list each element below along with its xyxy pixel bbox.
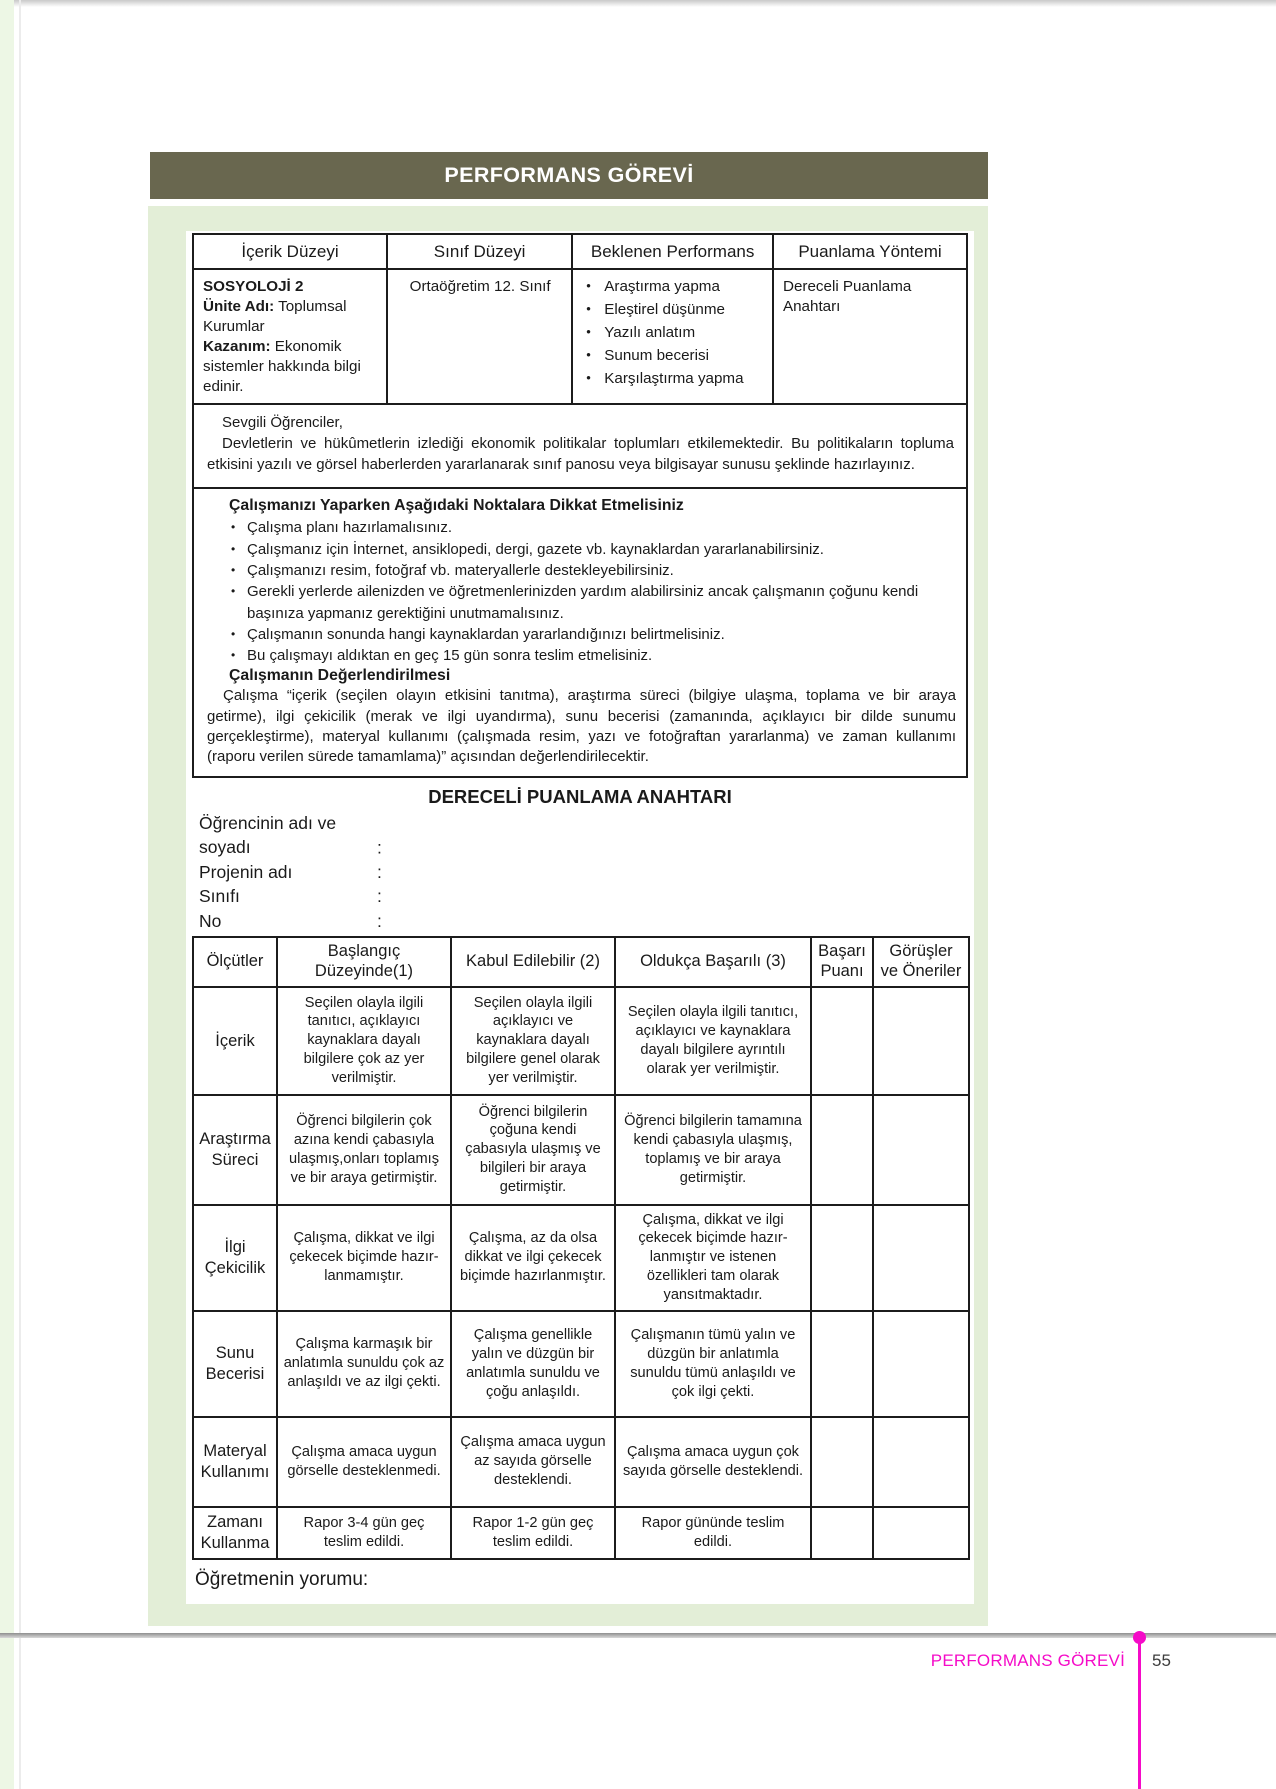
guideline-item: • Bu çalışmayı aldıktan en geç 15 gün sonra teslim etmelisiniz. — [207, 645, 956, 666]
rubric-row-sunu-becerisi — [193, 1311, 969, 1417]
bullet-icon: • — [586, 301, 591, 317]
col-header-sinif-duzeyi: Sınıf Düzeyi — [387, 235, 572, 269]
criterion-cell: Materyal Kullanımı — [193, 1417, 277, 1507]
number-field: No : — [199, 910, 382, 931]
evaluation-title: Çalışmanın Değerlendirilmesi — [229, 667, 451, 685]
scoring-method-cell: Dereceli Puanlama Anahtarı — [773, 269, 966, 403]
guideline-item: • Çalışma planı hazırlamalısınız. — [207, 517, 956, 538]
level2-cell: Çalışma, az da olsa dikkat ve ilgi çekecek biçimde hazırlanmıştır. — [451, 1205, 615, 1311]
colon: : — [377, 886, 382, 907]
rubric-row-icerik — [193, 987, 969, 1095]
col-header-beklenen-performans: Beklenen Performans — [572, 235, 773, 269]
bullet-icon: • — [231, 626, 236, 641]
project-name-field: Projenin adı : — [199, 861, 382, 882]
grade-level-cell: Ortaöğretim 12. Sınıf — [387, 269, 572, 403]
guidelines-title: Çalışmanızı Yaparken Aşağıdaki Noktalara Dikkat Etmelisiniz — [229, 497, 684, 515]
comments-cell — [873, 1311, 969, 1417]
outcome-line: Kazanım: Ekonomik sistemler hakkında bilgi edinir. — [203, 338, 361, 396]
comments-cell — [873, 987, 969, 1095]
left-edge-line — [19, 0, 21, 1789]
rubric-row-ilgi-cekicilik — [193, 1205, 969, 1311]
rubric-title: DERECELİ PUANLAMA ANAHTARI — [428, 785, 732, 807]
level1-cell: Çalışma karmaşık bir anlatımla sunuldu çok az anlaşıldı ve az ilgi çekti. — [277, 1311, 451, 1417]
score-cell — [811, 1205, 873, 1311]
footer-section-label: PERFORMANS GÖREVİ — [930, 1651, 1125, 1670]
teacher-comment-label: Öğretmenin yorumu: — [195, 1568, 369, 1590]
rubric-header-row — [193, 937, 969, 987]
level1-cell: Öğrenci bilgilerin çok azına kendi çabasıyla ulaşmış,onları toplamış ve bir araya getirmiştir. — [277, 1095, 451, 1205]
footer-accent-dot — [1133, 1631, 1146, 1644]
criterion-cell: Sunu Becerisi — [193, 1311, 277, 1417]
page-bottom-shadow — [0, 1633, 1276, 1638]
criterion-cell: İlgi Çekicilik — [193, 1205, 277, 1311]
criterion-cell: İçerik — [193, 987, 277, 1095]
info-table-header-row — [194, 235, 966, 269]
score-cell — [811, 1311, 873, 1417]
rubric-row-arastirma-sureci — [193, 1095, 969, 1205]
level3-cell: Seçilen olayla ilgili tanıtıcı, açıklayıcı ve kaynaklara dayalı bilgilere ayrıntılı olarak yer verilmiştir. — [615, 987, 811, 1095]
level1-cell: Çalışma, dikkat ve ilgi çekecek biçimde hazır-lanmamıştır. — [277, 1205, 451, 1311]
level3-cell: Çalışmanın tümü yalın ve düzgün bir anlatımla sunuldu tümü anlaşıldı ve çok ilgi çekti. — [615, 1311, 811, 1417]
level3-cell: Çalışma amaca uygun çok sayıda görselle desteklendi. — [615, 1417, 811, 1507]
performance-item: • Araştırma yapma — [582, 277, 764, 297]
col-header-gorusler: Görüşler ve Öneriler — [873, 937, 969, 987]
bullet-icon: • — [586, 324, 591, 340]
level3-cell: Rapor gününde teslim edildi. — [615, 1507, 811, 1559]
level2-cell: Seçilen olayla ilgili açıklayıcı ve kaynaklara dayalı bilgilere genel olarak yer verilmiştir. — [451, 987, 615, 1095]
performance-item: • Sunum becerisi — [582, 346, 764, 366]
col-header-icerik-duzeyi: İçerik Düzeyi — [194, 235, 387, 269]
colon: : — [377, 837, 382, 858]
comments-cell — [873, 1507, 969, 1559]
level2-cell: Çalışma amaca uygun az sayıda görselle desteklendi. — [451, 1417, 615, 1507]
col-header-olcutler: Ölçütler — [193, 937, 277, 987]
criterion-cell: Zamanı Kullanma — [193, 1507, 277, 1559]
bullet-icon: • — [231, 541, 236, 556]
page-number: 55 — [1152, 1651, 1171, 1670]
performance-item: • Karşılaştırma yapma — [582, 369, 764, 389]
level1-cell: Rapor 3-4 gün geç teslim edildi. — [277, 1507, 451, 1559]
bullet-icon: • — [231, 562, 236, 577]
subject-title: SOSYOLOJİ 2 — [203, 278, 304, 295]
score-cell — [811, 1417, 873, 1507]
score-cell — [811, 1095, 873, 1205]
guideline-item: • Çalışmanız için İnternet, ansiklopedi, dergi, gazete vb. kaynaklardan yararlanabilirsiniz. — [207, 539, 956, 560]
level2-cell: Öğrenci bilgilerin çoğuna kendi çabasıyla ulaşmış ve bilgileri bir araya getirmiştir. — [451, 1095, 615, 1205]
class-field: Sınıfı : — [199, 886, 382, 907]
level2-cell: Çalışma genellikle yalın ve düzgün bir anlatımla sunuldu ve çoğu anlaşıldı. — [451, 1311, 615, 1417]
bullet-icon: • — [586, 370, 591, 386]
rubric-table — [192, 936, 970, 1560]
page-top-shadow — [0, 0, 1276, 7]
info-table-content-row — [194, 269, 966, 403]
worksheet — [186, 231, 974, 1604]
level3-cell: Öğrenci bilgilerin tamamına kendi çabasıyla ulaşmış, toplamış ve bir araya getirmiştir. — [615, 1095, 811, 1205]
comments-cell — [873, 1417, 969, 1507]
bullet-icon: • — [231, 648, 236, 663]
col-header-puanlama-yontemi: Puanlama Yöntemi — [773, 235, 966, 269]
bullet-icon: • — [231, 520, 236, 535]
criterion-cell: Araştırma Süreci — [193, 1095, 277, 1205]
col-header-kabul-edilebilir: Kabul Edilebilir (2) — [451, 937, 615, 987]
bullet-icon: • — [231, 584, 236, 599]
col-header-oldukca-basarili: Oldukça Başarılı (3) — [615, 937, 811, 987]
colon: : — [377, 910, 382, 931]
bullet-icon: • — [586, 278, 591, 293]
col-header-basari-puani: Başarı Puanı — [811, 937, 873, 987]
student-info-fields — [192, 811, 968, 934]
guidelines-box — [194, 487, 966, 775]
rubric-row-zamani-kullanma — [193, 1507, 969, 1559]
colon: : — [377, 861, 382, 882]
score-cell — [811, 1507, 873, 1559]
student-letter-box — [194, 403, 966, 487]
footer-accent-rule — [1138, 1636, 1141, 1789]
left-green-edge-strip — [0, 0, 14, 1789]
score-cell — [811, 987, 873, 1095]
unit-line: Ünite Adı: Toplumsal Kurumlar — [203, 298, 347, 336]
rubric-row-materyal-kullanimi — [193, 1417, 969, 1507]
bullet-icon: • — [586, 347, 591, 363]
guideline-item: • Gerekli yerlerde ailenizden ve öğretmenlerinizden yardım alabilirsiniz ancak çalışmanın çoğunu kendi başınıza yapmanız gerektiğini unutmamalısınız. — [207, 581, 956, 624]
performance-task-title-bar — [150, 152, 988, 199]
content-level-cell — [194, 269, 387, 403]
student-name-field: Öğrencinin adı ve soyadı : — [199, 812, 382, 858]
guideline-item: • Çalışmanızı resim, fotoğraf vb. materyallerle destekleyebilirsiniz. — [207, 560, 956, 581]
comments-cell — [873, 1205, 969, 1311]
level1-cell: Çalışma amaca uygun görselle desteklenmedi. — [277, 1417, 451, 1507]
guideline-item: • Çalışmanın sonunda hangi kaynaklardan yararlandığınızı belirtmelisiniz. — [207, 624, 956, 645]
green-panel — [148, 206, 988, 1626]
level3-cell: Çalışma, dikkat ve ilgi çekecek biçimde hazır-lanmıştır ve istenen özellikleri tam olarak yansıtmaktadır. — [615, 1205, 811, 1311]
page-title: PERFORMANS GÖREVİ — [444, 163, 694, 187]
info-table — [194, 235, 966, 403]
comments-cell — [873, 1095, 969, 1205]
col-header-baslangic: Başlangıç Düzeyinde(1) — [277, 937, 451, 987]
level1-cell: Seçilen olayla ilgili tanıtıcı, açıklayıcı kaynaklara dayalı bilgilere çok az yer verilmiştir. — [277, 987, 451, 1095]
task-info-box — [192, 233, 968, 778]
performance-item: • Yazılı anlatım — [582, 323, 764, 343]
letter-body: Devletlerin ve hükûmetlerin izlediği ekonomik politikalar toplumları etkilemektedir. Bu politikaların topluma etkisini yazılı ve görsel haberlerden yararlanarak sınıf panosu veya bilgisayar sunusu şeklinde hazırlayınız. — [207, 435, 954, 474]
level2-cell: Rapor 1-2 gün geç teslim edildi. — [451, 1507, 615, 1559]
evaluation-body: Çalışma “içerik (seçilen olayın etkisini tanıtma), araştırma süreci (bilgiye ulaşma, toplama ve bir araya getirme), ilgi çekicilik (merak ve ilgi uyandırma), sunu becerisi (zamanında, açıklayıcı bir dilde sunumu gerçekleştirme), materyal kullanımı (çalışmada resim, yazı ve fotoğraftan yararlanma) ve zaman kullanımı (raporu verilen sürede tamamlama)” açısından değerlendirilecektir. — [207, 687, 956, 765]
performance-item: • Eleştirel düşünme — [582, 300, 764, 320]
letter-salutation: Sevgili Öğrenciler, — [222, 414, 343, 432]
expected-performance-cell — [572, 269, 773, 403]
